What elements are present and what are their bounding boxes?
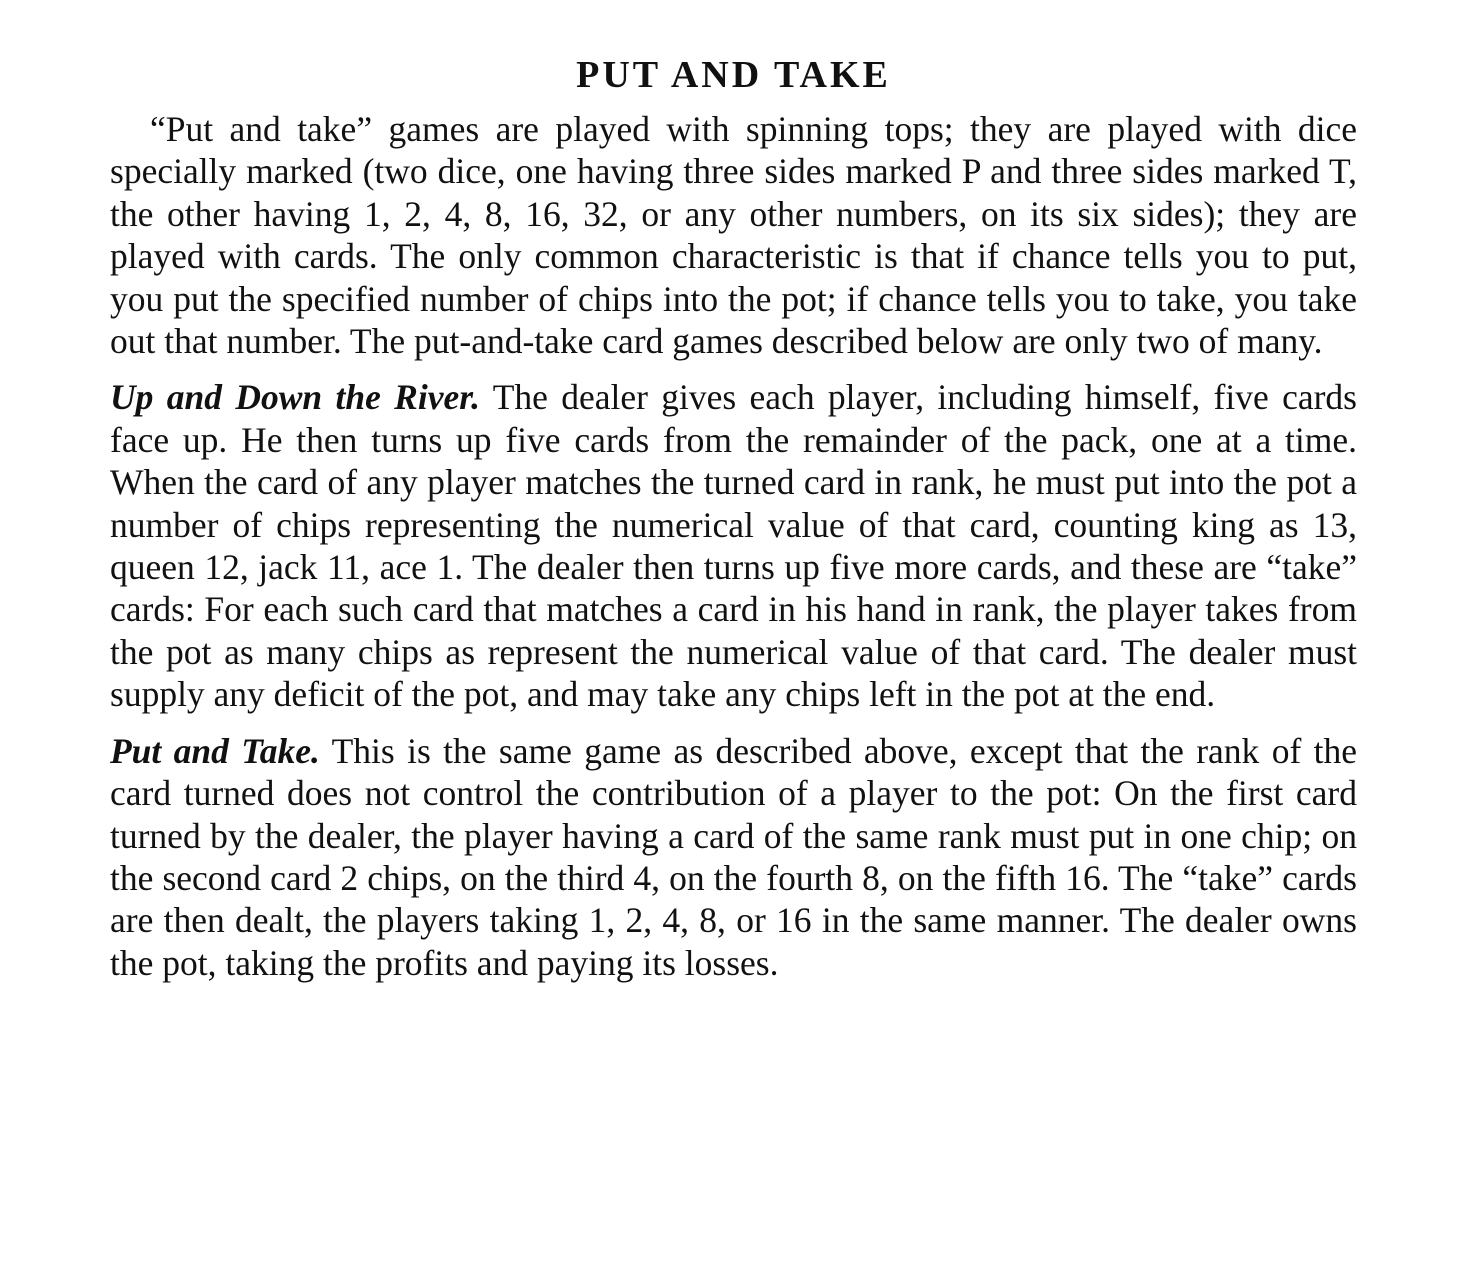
section-put-and-take (110, 730, 1357, 984)
section-heading: Up and Down the River. (110, 377, 480, 418)
section-body: This is the same game as described above, except that the rank of the card turned does not control the contribution of a player to the pot: On the first card turned by the dealer, the player having a card of the same rank must put in one chip; on the second card 2 chips, on the third 4, on the fourth 8, on the fifth 16. The “take” cards are then dealt, the players taking 1, 2, 4, 8, or 16 in the same manner. The dealer owns the pot, taking the profits and paying its losses. (110, 730, 1358, 983)
section-body: The dealer gives each player, including himself, five cards face up. He then turns up five cards from the remainder of the pack, one at a time. When the card of any player matches the turned card in rank, he must put into the pot a number of chips representing the numerical value of that card, counting king as 13, queen 12, jack 11, ace 1. The dealer then turns up five more cards, and these are “take” cards: For each such card that matches a card in his hand in rank, the player takes from the pot as many chips as represent the numerical value of that card. The dealer must supply any deficit of the pot, and may take any chips left in the pot at the end. (110, 377, 1357, 715)
section-up-and-down-the-river (110, 376, 1357, 715)
page-title: PUT AND TAKE (576, 54, 891, 96)
book-page (110, 52, 1357, 984)
intro-paragraph: “Put and take” games are played with spinning tops; they are played with dice specially marked (two dice, one having three sides marked P and three sides marked T, the other having 1, 2, 4, 8, 16, 32, or any other numbers, on its six sides); they are played with cards. The only common characteristic is that if chance tells you to put, you put the specified number of chips into the pot; if chance tells you to take, you take out that number. The put-and-take card games described below are only two of many. (110, 109, 1357, 362)
section-heading: Put and Take. (110, 730, 320, 771)
